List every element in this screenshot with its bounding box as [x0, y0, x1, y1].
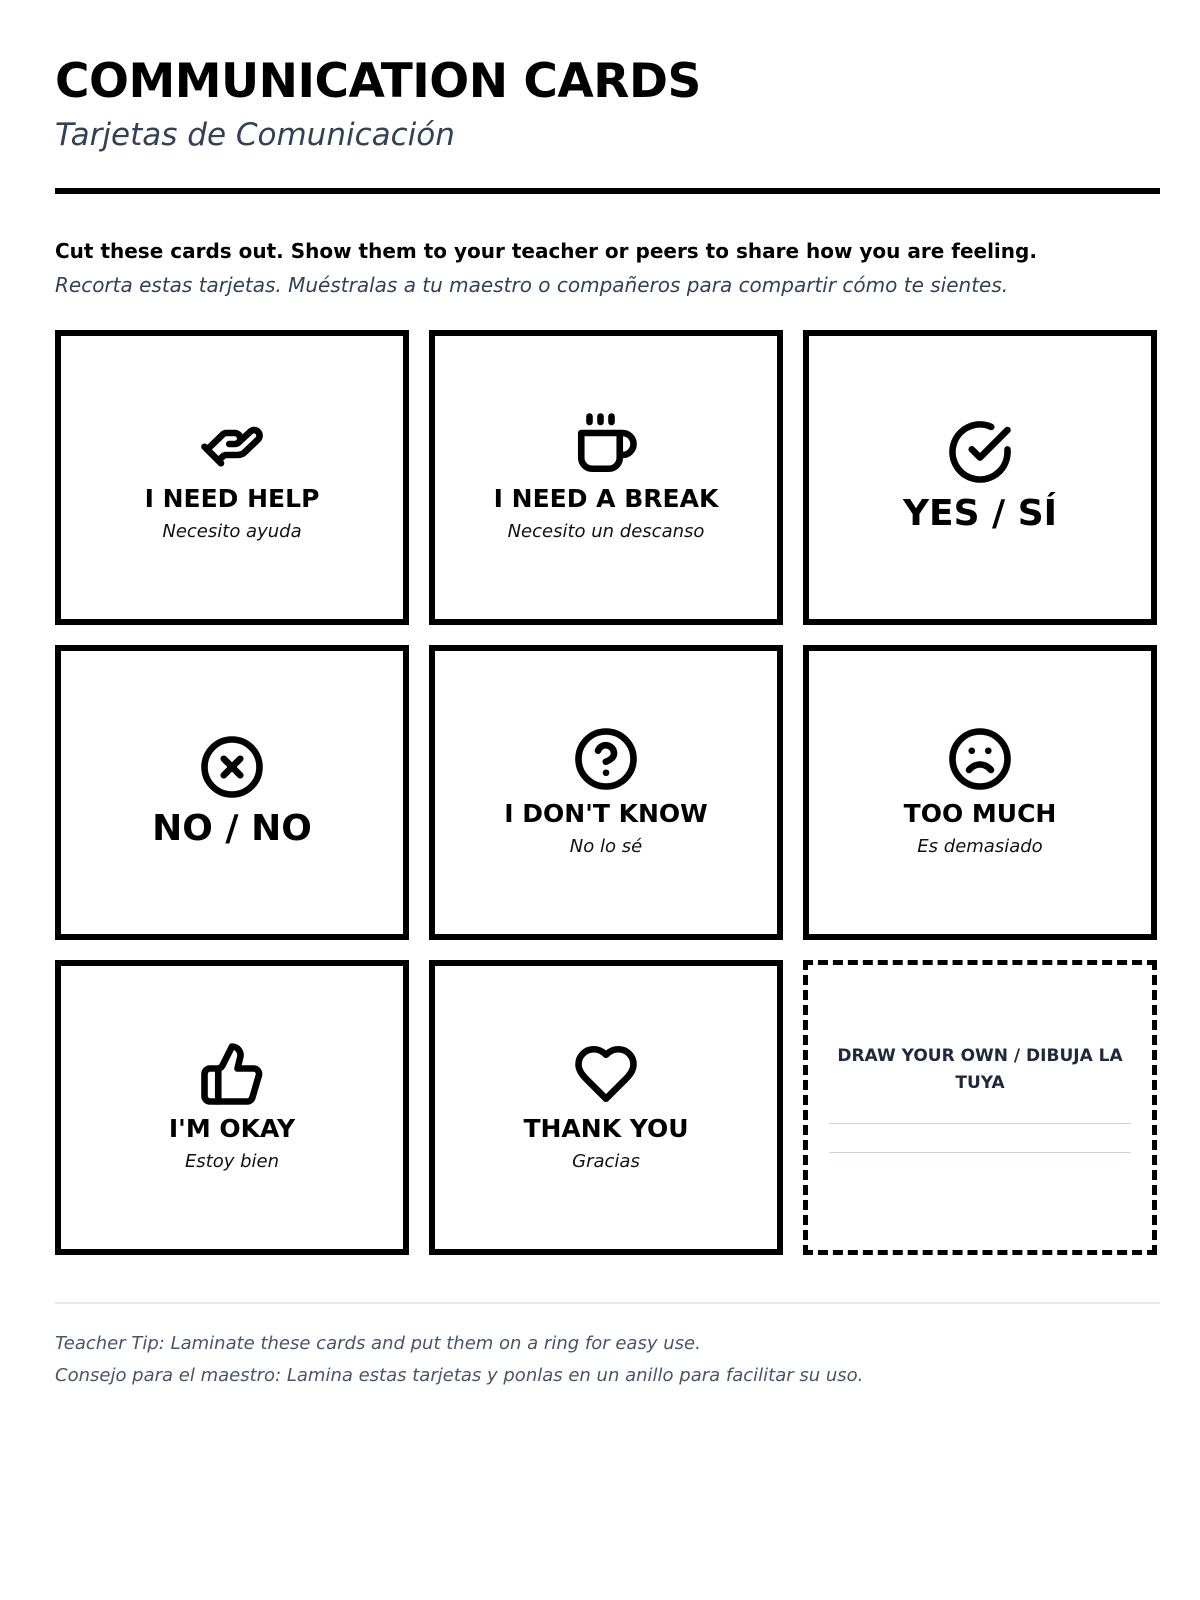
card-label-es: Estoy bien [184, 1150, 280, 1172]
card-label-en: NO / NO [152, 807, 312, 849]
card-i-need-a-break [429, 330, 783, 625]
card-label-es: Necesito un descanso [507, 520, 705, 542]
header-divider [55, 188, 1160, 194]
card-no [55, 645, 409, 940]
card-draw-your-own [803, 960, 1157, 1255]
card-label-en: YES / SÍ [902, 492, 1058, 534]
card-label-en: I'M OKAY [168, 1113, 296, 1143]
card-yes [803, 330, 1157, 625]
page-subtitle: Tarjetas de Comunicación [55, 117, 455, 153]
x-circle-icon [199, 734, 265, 800]
instructions-spanish: Recorta estas tarjetas. Muéstralas a tu maestro o compañeros para compartir cómo te sientes. [55, 273, 1009, 297]
writing-line [829, 1123, 1131, 1124]
card-label-es: No lo sé [569, 835, 643, 857]
question-circle-icon [573, 726, 639, 792]
card-i-dont-know [429, 645, 783, 940]
instructions-english: Cut these cards out. Show them to your teacher or peers to share how you are feeling. [55, 239, 1037, 263]
card-label-en: TOO MUCH [903, 798, 1057, 828]
card-label-es: Necesito ayuda [162, 520, 302, 542]
thumbs-up-icon [199, 1041, 265, 1107]
card-label-en: I DON'T KNOW [504, 798, 708, 828]
frown-face-icon [947, 726, 1013, 792]
writing-line [829, 1152, 1131, 1153]
teacher-tip-spanish: Consejo para el maestro: Lamina estas tarjetas y ponlas en un anillo para facilitar su uso. [55, 1365, 864, 1386]
card-too-much [803, 645, 1157, 940]
card-thank-you [429, 960, 783, 1255]
card-label-es: Es demasiado [917, 835, 1043, 857]
check-circle-icon [947, 419, 1013, 485]
card-label-en: THANK YOU [523, 1113, 689, 1143]
teacher-tip-english: Teacher Tip: Laminate these cards and put them on a ring for easy use. [55, 1333, 701, 1354]
draw-your-own-label: DRAW YOUR OWN / DIBUJA LA TUYA [837, 1045, 1123, 1093]
card-label-en: I NEED A BREAK [493, 483, 719, 513]
card-i-need-help [55, 330, 409, 625]
card-label-es: Gracias [572, 1150, 640, 1172]
helping-hand-icon [199, 411, 265, 477]
card-label-en: I NEED HELP [144, 483, 320, 513]
coffee-cup-icon [573, 411, 639, 477]
page-title: COMMUNICATION CARDS [55, 54, 701, 109]
heart-icon [573, 1041, 639, 1107]
card-im-okay [55, 960, 409, 1255]
footer-divider [55, 1302, 1160, 1304]
